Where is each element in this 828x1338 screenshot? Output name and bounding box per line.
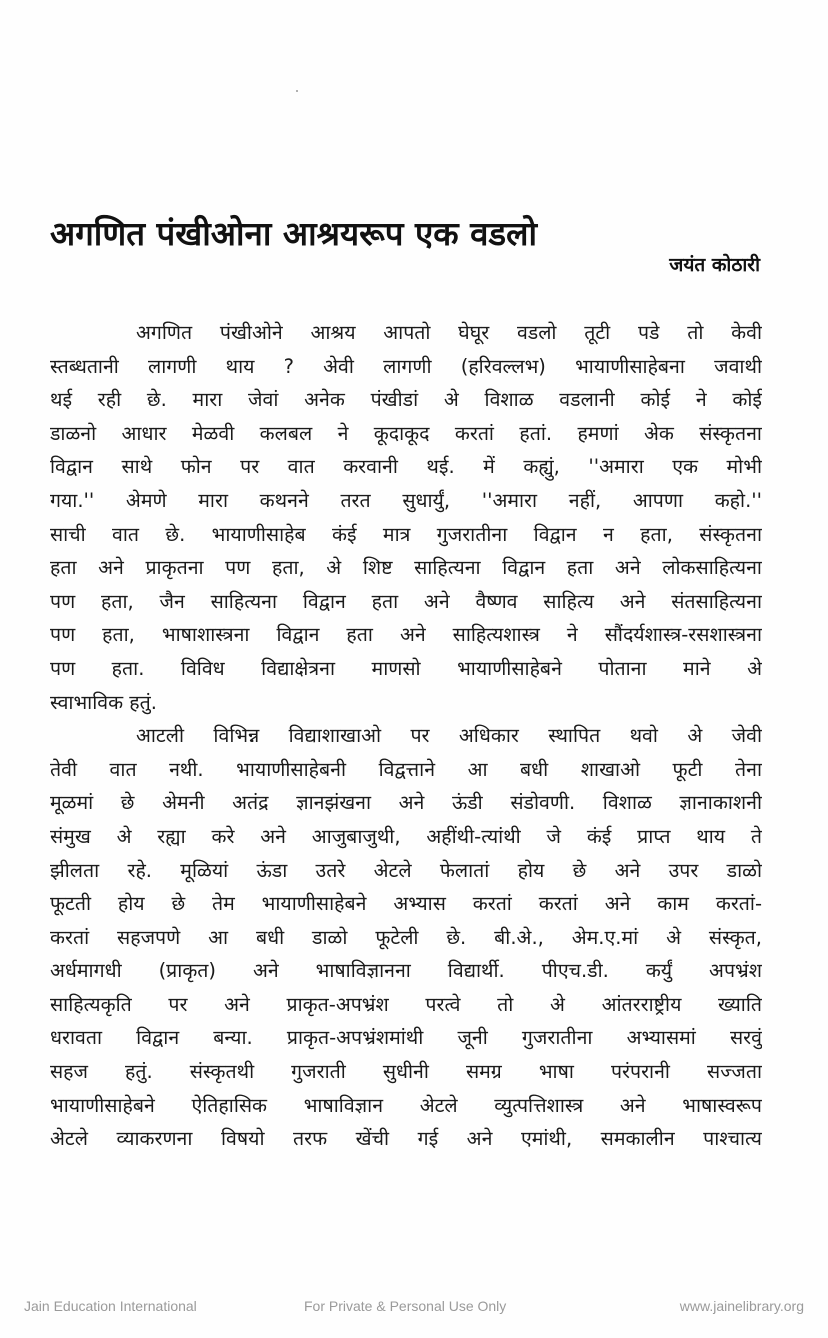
text-line: गया.'' अेमणे मारा कथनने तरत सुधार्युं, ''अमारा नहीं, आपणा कहो.'': [50, 488, 762, 512]
text-line: हता अने प्राकृतना पण हता, अे शिष्ट साहित्यना विद्वान हता अने लोकसाहित्यना: [50, 556, 762, 580]
text-line: सहज हतुं. संस्कृतथी गुजराती सुधीनी समग्र भाषा परंपरानी सज्जता: [50, 1060, 762, 1084]
text-line: आटली विभिन्न विद्याशाखाओ पर अधिकार स्थापित थवो अे जेवी: [136, 724, 762, 748]
text-line: फूटती होय छे तेम भायाणीसाहेबने अभ्यास करतां करतां अने काम करतां-: [50, 892, 762, 916]
footer-publisher: Jain Education International: [24, 1298, 197, 1314]
text-line: भायाणीसाहेबने ऐतिहासिक भाषाविज्ञान अेटले व्युत्पत्तिशास्त्र अने भाषास्वरूप: [50, 1093, 762, 1117]
text-line: धरावता विद्वान बन्या. प्राकृत-अपभ्रंशमांथी जूनी गुजरातीना अभ्यासमां सरवुं: [50, 1026, 762, 1050]
paragraph-1: [50, 316, 762, 719]
text-line: मूळमां छे अेमनी अतंद्र ज्ञानझंखना अने ऊंडी संडोवणी. विशाळ ज्ञानाकाशनी: [50, 791, 762, 815]
text-line: पण हता, जैन साहित्यना विद्वान हता अने वैष्णव साहित्य अने संतसाहित्यना: [50, 589, 762, 613]
text-line: स्तब्धतानी लागणी थाय ? अेवी लागणी (हरिवल्लभ) भायाणीसाहेबना जवाथी: [50, 354, 762, 378]
text-line: पण हता. विविध विद्याक्षेत्रना माणसो भायाणीसाहेबने पोताना माने अे: [50, 656, 762, 680]
text-line: संमुख अे रह्या करे अने आजुबाजुथी, अहींथी-त्यांथी जे कंई प्राप्त थाय ते: [50, 824, 762, 848]
text-line: अगणित पंखीओने आश्रय आपतो घेघूर वडलो तूटी पडे तो केवी: [136, 321, 762, 344]
text-line: स्वाभाविक हतुं.: [50, 690, 157, 714]
page-footer: [0, 1298, 828, 1318]
article-body: [50, 316, 762, 1156]
text-line: करतां सहजपणे आ बधी डाळो फूटेली छे. बी.अे., अेम.ए.मां अे संस्कृत,: [50, 925, 762, 949]
text-line: तेवी वात नथी. भायाणीसाहेबनी विद्वत्ताने आ बधी शाखाओ फूटी तेना: [50, 757, 762, 781]
text-line: अेटले व्याकरणना विषयो तरफ खेंची गई अने एमांथी, समकालीन पाश्चात्य: [50, 1127, 762, 1151]
scan-artifact-dot: [296, 90, 298, 92]
text-line: पण हता, भाषाशास्त्रना विद्वान हता अने साहित्यशास्त्र ने सौंदर्यशास्त्र-रसशास्त्रना: [50, 623, 762, 647]
text-line: डाळनो आधार मेळवी कलबल ने कूदाकूद करतां हतां. हमणां अेक संस्कृतना: [50, 421, 762, 445]
article-author: जयंत कोठारी: [669, 254, 760, 276]
text-line: अर्धमागधी (प्राकृत) अने भाषाविज्ञानना विद्यार्थी. पीएच.डी. कर्युं अपभ्रंश: [50, 959, 762, 983]
article-title: अगणित पंखीओना आश्रयरूप एक वडलो: [50, 214, 537, 254]
text-line: साची वात छे. भायाणीसाहेब कंई मात्र गुजरातीना विद्वान न हता, संस्कृतना: [50, 522, 762, 546]
footer-usage-notice: For Private & Personal Use Only: [304, 1298, 507, 1314]
text-line: विद्वान साथे फोन पर वात करवानी थई. में कह्युं, ''अमारा एक मोभी: [50, 455, 762, 479]
paragraph-2: [50, 719, 762, 1156]
text-line: साहित्यकृति पर अने प्राकृत-अपभ्रंश परत्वे तो अे आंतरराष्ट्रीय ख्याति: [50, 992, 762, 1016]
text-line: झीलता रहे. मूळियां ऊंडा उतरे अेटले फेलातां होय छे अने उपर डाळो: [50, 858, 762, 882]
text-line: थई रही छे. मारा जेवां अनेक पंखीडां अे विशाळ वडलानी कोई ने कोई: [50, 388, 762, 412]
footer-website-link[interactable]: www.jainelibrary.org: [679, 1298, 804, 1314]
